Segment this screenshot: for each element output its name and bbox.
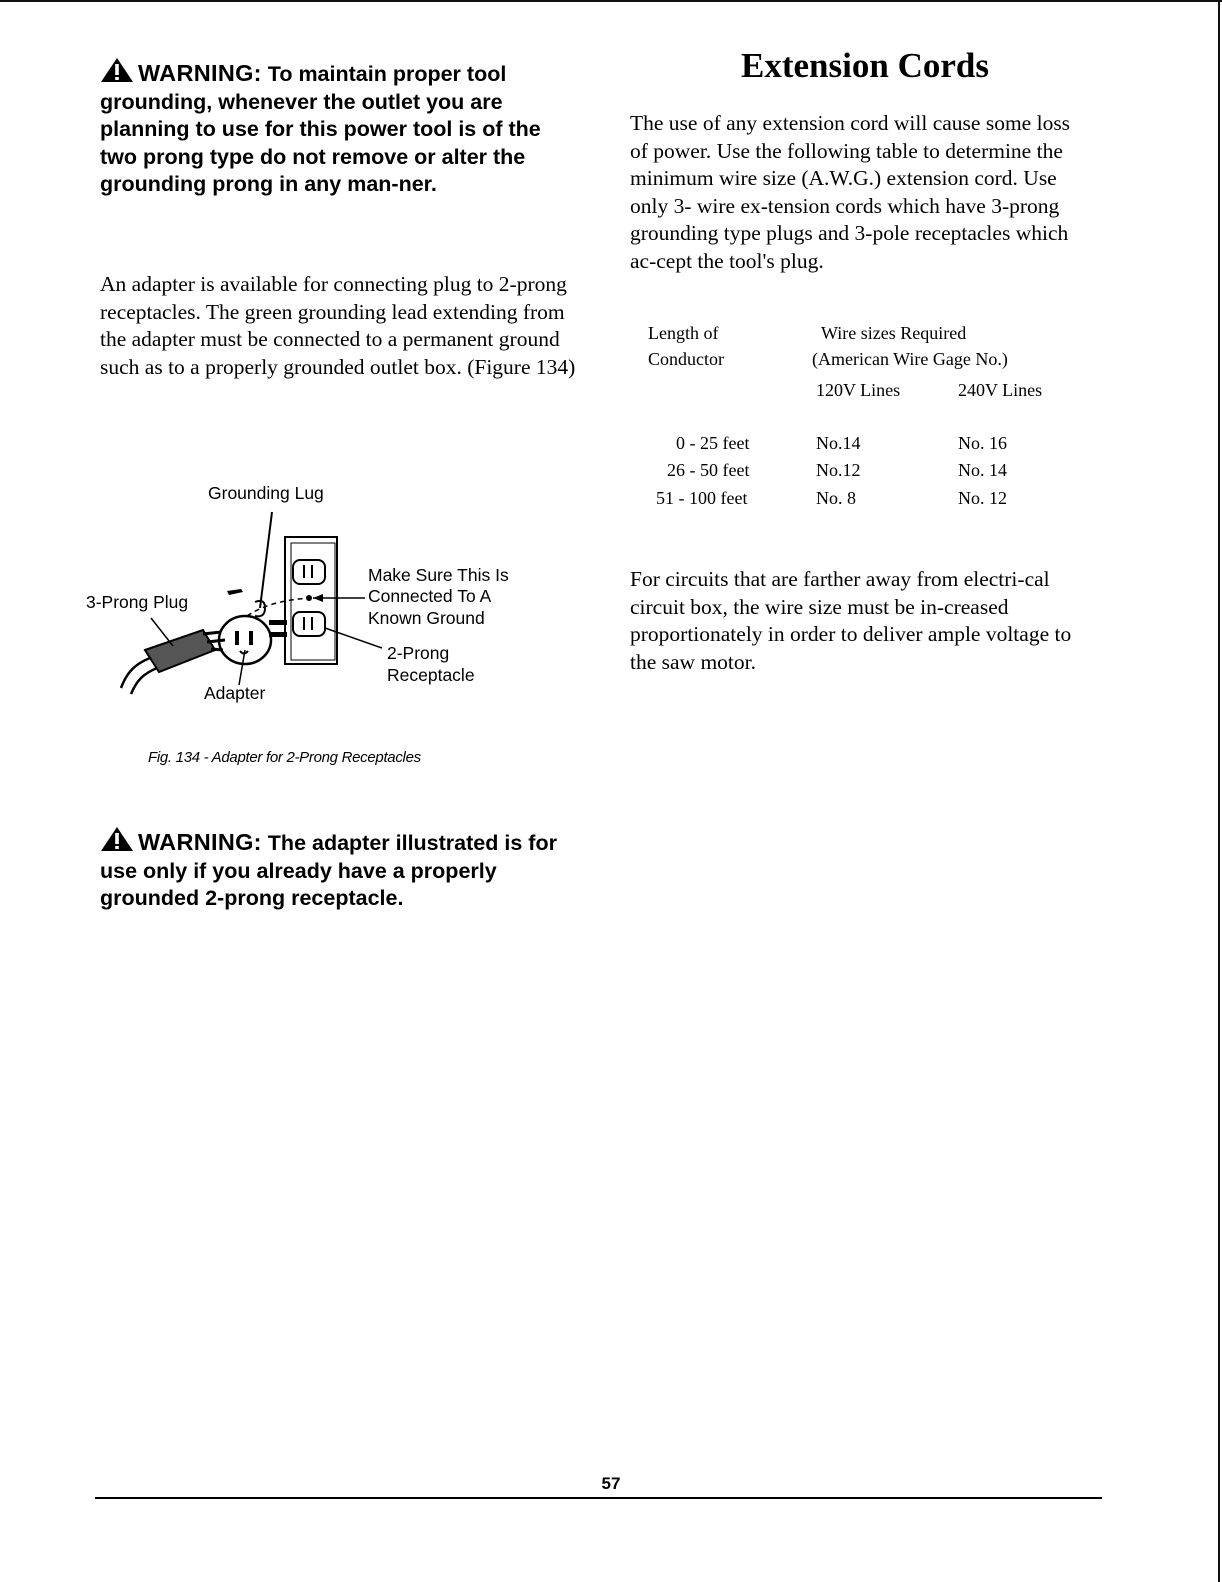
label-two-prong-2: Receptacle [387,665,475,685]
extension-intro: The use of any extension cord will cause some loss of power. Use the following table to determine the minimum wire size (A.W.G.) extension cord. Use only 3- wire ex-tension cords which have 3-prong grounding type plugs and 3-pole receptacles which ac-cept the tool's plug. [630,111,1071,273]
col-header-wire-2: (American Wire Gage No.) [812,349,1008,369]
table-row-1-240v: No. 16 [958,433,1007,453]
label-adapter: Adapter [204,683,266,703]
warning-top-first-line: To maintain proper [267,62,461,86]
label-two-prong-1: 2-Prong [387,643,450,663]
table-row-2-length: 26 - 50 feet [667,460,750,480]
upper-outlet [293,560,325,584]
col-header-length-1: Length of [648,323,719,343]
three-prong-plug [145,630,215,672]
warning-bottom-label: WARNING: [138,829,262,855]
table-row-2-240v: No. 14 [958,460,1007,480]
col-header-length-2: Conductor [648,349,724,369]
warning-bottom-text: is for use only if you already have a properly grounded 2-prong receptacle. [100,831,557,910]
sub-header-120v: 120V Lines [816,380,901,400]
table-row-2-120v: No.12 [816,460,861,480]
table-row-3-120v: No. 8 [816,488,856,508]
footer-rule [95,1497,1102,1499]
label-make-sure-2: Connected To A [368,586,492,606]
page-number: 57 [601,1474,621,1493]
warning-top-text: tool grounding, whenever the outlet you are planning to use for this power tool is of the two prong type do not remove or alter the grounding prong in any man-ner. [100,62,541,196]
page-right-border [1218,0,1220,1582]
table-row-3-240v: No. 12 [958,488,1007,508]
page-top-border [0,0,1222,2]
warning-top-label: WARNING: [138,60,262,86]
table-row-3-length: 51 - 100 feet [656,488,748,508]
label-make-sure-1: Make Sure This Is [368,565,509,585]
lower-outlet [293,612,325,636]
adapter-body [219,616,271,664]
circuits-paragraph: For circuits that are farther away from electri-cal circuit box, the wire size must be in-creased proportionately in order to deliver ample voltage to the saw motor. [630,567,1072,674]
label-three-prong-plug: 3-Prong Plug [86,592,189,612]
warning-top [100,57,575,199]
col-header-wire-1: Wire sizes Required [821,323,967,343]
section-heading: Extension Cords [741,46,989,85]
sub-header-240v: 240V Lines [958,380,1043,400]
warning-triangle-icon [100,57,134,83]
table-row-1-120v: No.14 [816,433,861,453]
label-grounding-lug: Grounding Lug [208,483,324,503]
label-make-sure-3: Known Ground [368,608,485,628]
warning-bottom-first-line: The adapter illustrated [267,831,499,855]
warning-triangle-icon [100,826,134,852]
adapter-paragraph: An adapter is available for connecting plug to 2-prong receptacles. The green grounding lead extending from the adapter must be connected to a permanent ground such as to a properly grounded outlet box. (Figure 134) [100,272,576,379]
figure-caption: Fig. 134 - Adapter for 2-Prong Receptacles [148,749,421,766]
table-row-1-length: 0 - 25 feet [676,433,750,453]
warning-bottom [100,826,575,913]
